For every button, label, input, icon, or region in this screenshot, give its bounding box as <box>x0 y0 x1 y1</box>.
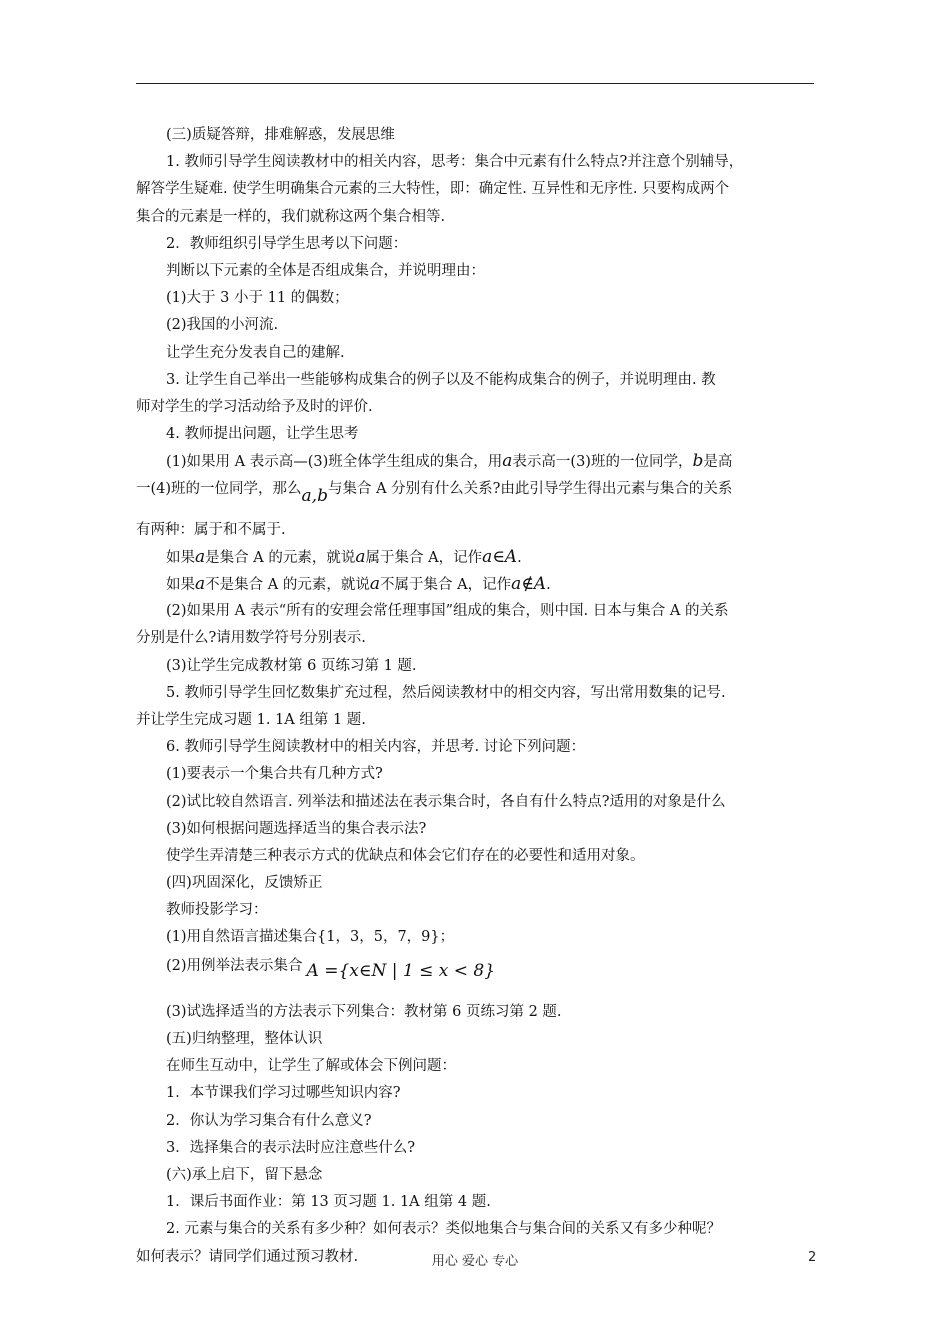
math-set: A ={x∈N | 1 ≤ x < 8} <box>306 960 496 981</box>
math-a: a <box>369 574 380 594</box>
paragraph-line: 判断以下元素的全体是否组成集合，并说明理由： <box>166 262 485 279</box>
paragraph-line: 4. 教师提出问题，让学生思考 <box>166 426 359 443</box>
paragraph-line: 解答学生疑难. 使学生明确集合元素的三大特性，即：确定性. 互异性和无序性. 只要构成两个 <box>136 181 730 198</box>
paragraph-line: 1. 教师引导学生阅读教材中的相关内容，思考：集合中元素有什么特点?并注意个别辅导， <box>166 154 744 171</box>
section-heading: (六)承上启下，留下悬念 <box>166 1166 323 1183</box>
text-run: 是高 <box>703 454 733 471</box>
section-heading: (五)归纳整理，整体认识 <box>166 1031 323 1047</box>
text-run: 是集合 A 的元素，就说 <box>205 549 356 566</box>
paragraph-line: 3. 让学生自己举出一些能够构成集合的例子以及不能构成集合的例子，并说明理由. 教 <box>166 371 716 388</box>
text-run: (1)如果用 A 表示高—(3)班全体学生组成的集合，用 <box>166 454 503 471</box>
paragraph-line: 如果a是集合 A 的元素，就说a属于集合 A，记作a∈A. <box>166 546 522 567</box>
list-item: (2)试比较自然语言. 列举法和描述法在表示集合时，各自有什么特点?适用的对象是什么 <box>166 793 726 810</box>
list-item: 2. 元素与集合的关系有多少种？如何表示？类似地集合与集合间的关系又有多少种呢？ <box>166 1221 721 1238</box>
paragraph-line: 让学生充分发表自己的建解. <box>166 344 345 361</box>
text-run: 不属于集合 A，记作 <box>379 577 512 593</box>
list-item: (3)试选择适当的方法表示下列集合：教材第 6 页练习第 2 题. <box>166 1003 562 1020</box>
paragraph-line: 集合的元素是一样的，我们就称这两个集合相等. <box>136 208 446 225</box>
text-run: (2)用例举法表示集合 <box>166 957 303 974</box>
math-a: a <box>195 546 206 567</box>
text-run: 不是集合 A 的元素，就说 <box>205 577 370 593</box>
paragraph-line: 并让学生完成习题 1. 1A 组第 1 题. <box>136 711 366 728</box>
paragraph-line: (3)让学生完成教材第 6 页练习第 1 题. <box>166 657 417 674</box>
paragraph-line: 师对学生的学习活动给予及时的评价. <box>136 398 373 415</box>
list-item: (1)大于 3 小于 11 的偶数； <box>166 290 349 307</box>
list-item: 3．选择集合的表示法时应注意些什么? <box>166 1139 415 1156</box>
header-rule <box>136 83 814 84</box>
text-run: 与集合 A 分别有什么关系?由此引导学生得出元素与集合的关系 <box>327 481 733 498</box>
paragraph-line: (2)如果用 A 表示“所有的安理会常任理事国”组成的集合，则中国. 日本与集合 A 的关系 <box>166 603 729 620</box>
math-a: a <box>355 546 366 567</box>
math-notin: a∉A <box>511 574 547 594</box>
math-a: a <box>502 451 513 472</box>
list-item: 2．你认为学习集合有什么意义? <box>166 1112 372 1129</box>
paragraph-line: 6. 教师引导学生阅读教材中的相关内容，并思考. 讨论下列问题： <box>166 739 586 756</box>
text-run: 属于集合 A，记作 <box>365 549 483 566</box>
paragraph-line: 有两种：属于和不属于. <box>136 521 286 538</box>
list-item: (1)用自然语言描述集合{1，3，5，7，9}； <box>166 929 455 946</box>
section-heading: (三)质疑答辩，排难解惑，发展思维 <box>166 127 395 143</box>
paragraph-line: 2．教师组织引导学生思考以下问题： <box>166 235 408 252</box>
paragraph-line: 教师投影学习： <box>166 902 268 919</box>
text-run: 如果 <box>166 549 195 566</box>
paragraph-line: 5. 教师引导学生回忆数集扩充过程，然后阅读教材中的相交内容，写出常用数集的记号. <box>166 684 726 701</box>
list-item: 1．本节课我们学习过哪些知识内容? <box>166 1085 401 1102</box>
math-b: b <box>692 451 704 472</box>
text-run: 一(4)班的一位同学，那么 <box>136 481 302 498</box>
text-run: 表示高一(3)班的一位同学， <box>512 454 693 471</box>
paragraph-line: 如果a不是集合 A 的元素，就说a不属于集合 A，记作a∉A. <box>166 574 551 594</box>
list-item: (3)如何根据问题选择适当的集合表示法? <box>166 820 427 837</box>
page-number: 2 <box>808 1250 817 1265</box>
text-run: 如果 <box>166 577 195 593</box>
math-in: a∈A <box>482 546 518 567</box>
paragraph-line <box>136 448 816 475</box>
list-item: (1)要表示一个集合共有几种方式? <box>166 766 383 783</box>
document-body <box>136 122 816 1271</box>
paragraph-line: 在师生互动中，让学生了解或体会下例问题： <box>166 1058 456 1075</box>
paragraph-line: 使学生弄清楚三种表示方式的优缺点和体会它们存在的必要性和适用对象。 <box>166 847 645 864</box>
list-item: 1．课后书面作业：第 13 页习题 1. 1A 组第 4 题. <box>166 1194 491 1211</box>
page-footer: 用心 爱心 专心 <box>431 1254 519 1269</box>
math-a: a <box>195 574 206 594</box>
math-ab: a,b <box>301 486 328 507</box>
paragraph-line: 如何表示？请同学们通过预习教材. <box>136 1248 359 1265</box>
list-item <box>136 952 816 979</box>
paragraph-line <box>136 475 816 507</box>
section-heading: (四)巩固深化，反馈矫正 <box>166 875 323 892</box>
list-item: (2)我国的小河流. <box>166 317 279 334</box>
paragraph-line: 分别是什么?请用数学符号分别表示. <box>136 630 366 647</box>
